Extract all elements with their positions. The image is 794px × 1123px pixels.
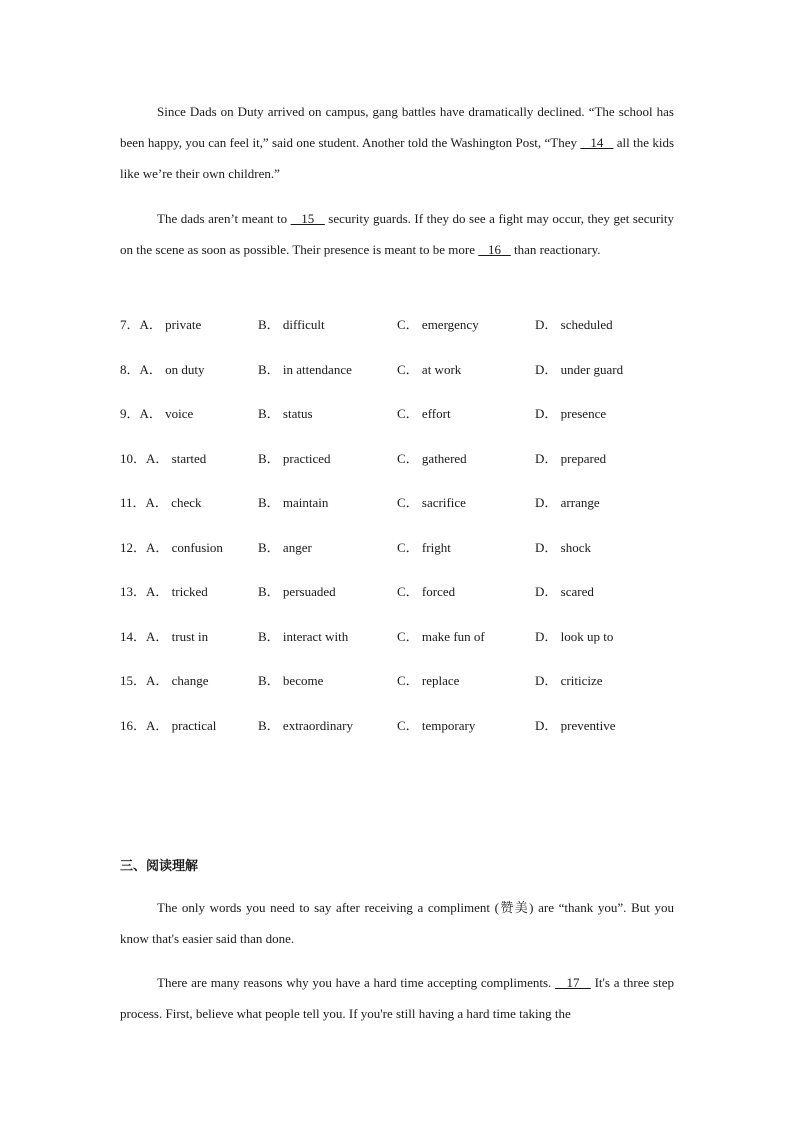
question-number: 12． bbox=[120, 539, 147, 555]
section-heading: 三、阅读理解 bbox=[120, 859, 199, 874]
option-c: C． effort bbox=[397, 406, 451, 421]
blank-17: 17 bbox=[555, 975, 591, 990]
option-b: B． status bbox=[258, 406, 313, 421]
paragraph-text: Since Dads on Duty arrived on campus, gang battles have dramatically declined. “The school has been happy, you can feel it,” said one student. Another told the Washington Post, “They bbox=[120, 104, 674, 150]
question-number: 8． bbox=[120, 361, 140, 377]
paragraph-text: all the kids like we’re their own children.” bbox=[120, 135, 675, 181]
question-row bbox=[120, 356, 680, 401]
option-text: A． confusion bbox=[146, 539, 223, 555]
option-b: B． practiced bbox=[258, 450, 331, 466]
paragraph-dads-role bbox=[120, 203, 674, 265]
question-row bbox=[120, 667, 680, 712]
option-c: C． sacrifice bbox=[397, 495, 466, 510]
paragraph-compliments-intro: The only words you need to say after receiving a compliment (赞美) are “thank you”. But you know that's easier said than done. bbox=[120, 900, 674, 946]
option-c: C． forced bbox=[397, 584, 456, 599]
option-d: D． presence bbox=[535, 406, 607, 421]
blank-15: 15 bbox=[290, 211, 325, 226]
paragraph-text: There are many reasons why you have a hard time accepting compliments. bbox=[157, 975, 556, 990]
option-text: A． voice bbox=[139, 406, 194, 421]
option-c: C． make fun of bbox=[397, 628, 485, 644]
option-text: A． change bbox=[146, 673, 209, 688]
option-a bbox=[120, 356, 205, 384]
question-row bbox=[120, 400, 680, 445]
question-number: 9． bbox=[120, 406, 140, 421]
paragraph-text: The dads aren’t meant to bbox=[157, 211, 291, 226]
option-text: A． on duty bbox=[139, 361, 205, 377]
option-b: B． become bbox=[258, 673, 324, 688]
option-a bbox=[120, 712, 216, 740]
question-number: 16． bbox=[120, 717, 147, 733]
blank-14: 14 bbox=[580, 135, 614, 150]
option-d: D． scheduled bbox=[535, 317, 613, 332]
option-a bbox=[120, 400, 193, 428]
question-row bbox=[120, 623, 680, 668]
option-c: C． emergency bbox=[397, 317, 479, 332]
option-c: C． replace bbox=[397, 673, 460, 688]
option-c: C． temporary bbox=[397, 717, 476, 733]
question-number: 14． bbox=[120, 628, 147, 644]
question-row bbox=[120, 712, 680, 757]
question-number: 10． bbox=[120, 450, 147, 466]
option-b: B． anger bbox=[258, 539, 312, 555]
option-d: D． arrange bbox=[535, 495, 600, 510]
option-d: D． under guard bbox=[535, 361, 624, 377]
option-a bbox=[120, 489, 201, 517]
option-d: D． preventive bbox=[535, 717, 616, 733]
option-b: B． in attendance bbox=[258, 361, 352, 377]
question-number: 13． bbox=[120, 584, 147, 599]
option-text: A． practical bbox=[146, 717, 217, 733]
option-a bbox=[120, 445, 206, 473]
question-row bbox=[120, 578, 680, 623]
paragraph-text: It's a three step process. First, believe what people tell you. If you're still having a hard time taking the bbox=[120, 975, 674, 1021]
question-row bbox=[120, 445, 680, 490]
paragraph-text: than reactionary. bbox=[510, 242, 601, 257]
option-b: B． persuaded bbox=[258, 584, 336, 599]
option-b: B． difficult bbox=[258, 317, 325, 332]
question-number: 7． bbox=[120, 317, 140, 332]
question-number: 11． bbox=[120, 495, 146, 510]
paragraph-compliments-reasons bbox=[120, 967, 674, 1029]
option-b: B． extraordinary bbox=[258, 717, 353, 733]
option-text: A． started bbox=[146, 450, 207, 466]
option-text: A． private bbox=[139, 317, 202, 332]
answer-options-list bbox=[120, 311, 680, 756]
option-d: D． prepared bbox=[535, 450, 607, 466]
question-number: 15． bbox=[120, 673, 147, 688]
paragraph-text: security guards. If they do see a fight may occur, they get security on the scene as soon as possible. Their presence is meant to be more bbox=[120, 211, 675, 257]
option-a bbox=[120, 311, 201, 339]
option-c: C． gathered bbox=[397, 450, 467, 466]
option-text: A． tricked bbox=[146, 584, 208, 599]
option-a bbox=[120, 578, 208, 606]
option-b: B． maintain bbox=[258, 495, 329, 510]
blank-16: 16 bbox=[478, 242, 511, 257]
option-d: D． criticize bbox=[535, 673, 603, 688]
option-a bbox=[120, 623, 208, 651]
option-c: C． at work bbox=[397, 361, 462, 377]
option-d: D． look up to bbox=[535, 628, 614, 644]
option-d: D． shock bbox=[535, 539, 591, 555]
option-text: A． check bbox=[145, 495, 202, 510]
question-row bbox=[120, 311, 680, 356]
option-text: A． trust in bbox=[146, 628, 209, 644]
option-a bbox=[120, 534, 223, 562]
option-d: D． scared bbox=[535, 584, 594, 599]
option-a bbox=[120, 667, 208, 695]
option-b: B． interact with bbox=[258, 628, 349, 644]
paragraph-dads-on-duty bbox=[120, 96, 674, 189]
question-row bbox=[120, 534, 680, 579]
question-row bbox=[120, 489, 680, 534]
option-c: C． fright bbox=[397, 539, 451, 555]
